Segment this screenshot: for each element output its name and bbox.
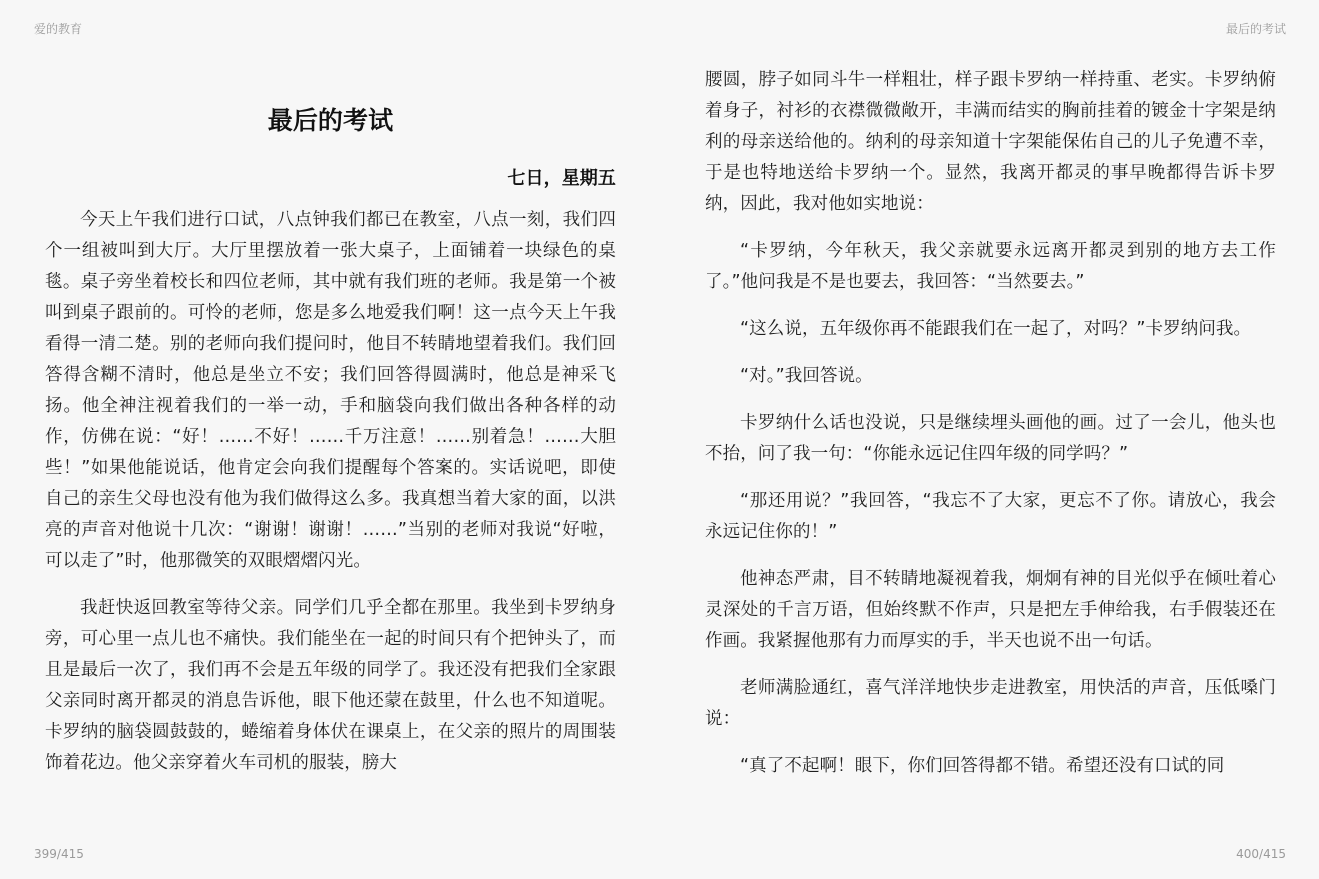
paragraph: “对。”我回答说。 <box>740 366 873 386</box>
paragraph: “这么说，五年级你再不能跟我们在一起了，对吗？”卡罗纳问我。 <box>740 319 1252 339</box>
paragraph: “真了不起啊！眼下，你们回答得都不错。希望还没有口试的同 <box>740 756 1225 776</box>
left-page-number: 399/415 <box>34 847 84 861</box>
right-page-number: 400/415 <box>1236 847 1286 861</box>
paragraph: 我赶快返回教室等待父亲。同学们几乎全都在那里。我坐到卡罗纳身旁，可心里一点儿也不痛快。我们能坐在一起的时间只有个把钟头了，而且是最后一次了，我们再不会是五年级的同学了。我还没有把我们全家跟父亲同时离开都灵的消息告诉他，眼下他还蒙在鼓里，什么也不知道呢。卡罗纳的脑袋圆鼓鼓的，蜷缩着身体伏在课桌上，在父亲的照片的周围装饰着花边。他父亲穿着火车司机的服装，膀大 <box>45 598 616 773</box>
book-title: 爱的教育 <box>34 22 83 36</box>
chapter-header: 最后的考试 <box>1225 22 1286 36</box>
paragraph: 老师满脸通红，喜气洋洋地快步走进教室，用快活的声音，压低嗓门说： <box>705 678 1276 729</box>
chapter-title: 最后的考试 <box>267 106 394 135</box>
chapter-date: 七日，星期五 <box>507 168 616 189</box>
paragraph: 他神态严肃，目不转睛地凝视着我，炯炯有神的目光似乎在倾吐着心灵深处的千言万语，但始终默不作声，只是把左手伸给我，右手假装还在作画。我紧握他那有力而厚实的手，半天也说不出一句话。 <box>705 569 1276 651</box>
paragraph: 今天上午我们进行口试，八点钟我们都已在教室，八点一刻，我们四个一组被叫到大厅。大厅里摆放着一张大桌子，上面铺着一块绿色的桌毯。桌子旁坐着校长和四位老师，其中就有我们班的老师。我是第一个被叫到桌子跟前的。可怜的老师，您是多么地爱我们啊！这一点今天上午我看得一清二楚。别的老师向我们提问时，他目不转睛地望着我们。我们回答得含糊不清时，他总是坐立不安；我们回答得圆满时，他总是神采飞扬。他全神注视着我们的一举一动，手和脑袋向我们做出各种各样的动作，仿佛在说：“好！……不好！……千万注意！……别着急！……大胆些！”如果他能说话，他肯定会向我们提醒每个答案的。实话说吧，即使自己的亲生父母也没有他为我们做得这么多。我真想当着大家的面，以洪亮的声音对他说十几次：“谢谢！谢谢！……”当别的老师对我说“好啦，可以走了”时，他那微笑的双眼熠熠闪光。 <box>45 210 616 571</box>
left-page <box>45 60 616 795</box>
right-page <box>705 65 1276 798</box>
paragraph: 卡罗纳什么话也没说，只是继续埋头画他的画。过了一会儿，他头也不抬，问了我一句：“你能永远记住四年级的同学吗？” <box>705 413 1276 464</box>
paragraph: “那还用说？”我回答，“我忘不了大家，更忘不了你。请放心，我会永远记住你的！” <box>705 491 1276 542</box>
paragraph: “卡罗纳，今年秋天，我父亲就要永远离开都灵到别的地方去工作了。”他问我是不是也要去，我回答：“当然要去。” <box>705 241 1276 292</box>
paragraph-continued: 腰圆，脖子如同斗牛一样粗壮，样子跟卡罗纳一样持重、老实。卡罗纳俯着身子，衬衫的衣襟微微敞开，丰满而结实的胸前挂着的镀金十字架是纳利的母亲送给他的。纳利的母亲知道十字架能保佑自己的儿子免遭不幸，于是也特地送给卡罗纳一个。显然，我离开都灵的事早晚都得告诉卡罗纳，因此，我对他如实地说： <box>705 70 1276 214</box>
